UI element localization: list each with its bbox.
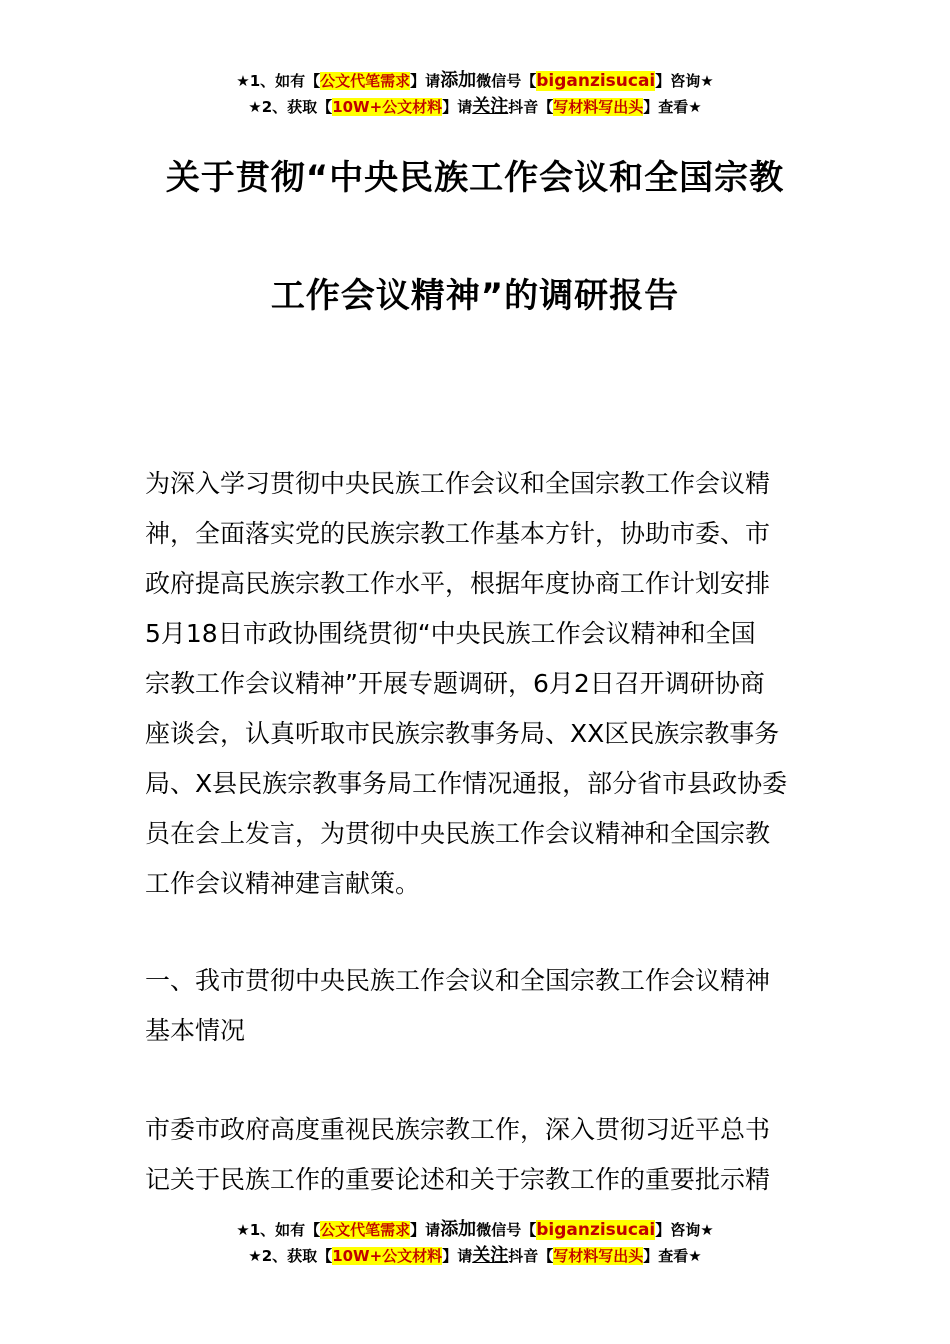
text-line: 宗教工作会议精神”开展专题调研，6月2日召开调研协商 bbox=[145, 669, 765, 698]
banner-text: 】咨询★ bbox=[655, 72, 714, 90]
banner-text: 微信号【 bbox=[476, 1221, 537, 1239]
text-line: 座谈会，认真听取市民族宗教事务局、XX区民族宗教事务 bbox=[145, 719, 780, 748]
banner-text: ★2、获取【 bbox=[248, 98, 333, 116]
paragraph-section-1 bbox=[145, 1105, 810, 1205]
text-line: 神，全面落实党的民族宗教工作基本方针，协助市委、市 bbox=[145, 519, 771, 548]
banner-line-1 bbox=[0, 1217, 950, 1243]
banner-wechat-id: biganzisucai bbox=[536, 1220, 656, 1240]
banner-text: 抖音【 bbox=[508, 98, 554, 116]
banner-highlight: 10W+公文材料 bbox=[332, 98, 443, 116]
section-heading-1 bbox=[145, 956, 810, 1056]
banner-text: 】查看★ bbox=[643, 98, 702, 116]
banner-wechat-id: biganzisucai bbox=[536, 71, 656, 91]
banner-highlight: 写材料写出头 bbox=[553, 98, 644, 116]
banner-highlight: 公文代笔需求 bbox=[320, 1221, 411, 1239]
text-line: 基本情况 bbox=[145, 1016, 246, 1045]
document-title-line-2: 工作会议精神”的调研报告 bbox=[270, 276, 680, 316]
text-line: 工作会议精神建言献策。 bbox=[145, 869, 421, 898]
document-title-line-1: 关于贯彻“中央民族工作会议和全国宗教 bbox=[165, 158, 785, 198]
banner-text: 关注 bbox=[472, 1245, 509, 1266]
banner-highlight: 写材料写出头 bbox=[553, 1247, 644, 1265]
text-line: 一、我市贯彻中央民族工作会议和全国宗教工作会议精神 bbox=[145, 966, 771, 995]
banner-text: ★1、如有【 bbox=[236, 72, 321, 90]
banner-text: 微信号【 bbox=[476, 72, 537, 90]
banner-text: ★1、如有【 bbox=[236, 1221, 321, 1239]
banner-line-2 bbox=[0, 94, 950, 120]
banner-text: ★2、获取【 bbox=[248, 1247, 333, 1265]
banner-text: 】请 bbox=[442, 1247, 473, 1265]
banner-highlight: 10W+公文材料 bbox=[332, 1247, 443, 1265]
text-line: 记关于民族工作的重要论述和关于宗教工作的重要批示精 bbox=[145, 1165, 771, 1194]
banner-text: 添加 bbox=[440, 70, 477, 91]
text-line: 局、X县民族宗教事务局工作情况通报，部分省市县政协委 bbox=[145, 769, 788, 798]
text-line: 市委市政府高度重视民族宗教工作，深入贯彻习近平总书 bbox=[145, 1115, 771, 1144]
paragraph-intro bbox=[145, 459, 810, 909]
banner-line-1 bbox=[0, 68, 950, 94]
text-line: 5月18日市政协围绕贯彻“中央民族工作会议精神和全国 bbox=[145, 619, 756, 648]
banner-text: 】咨询★ bbox=[655, 1221, 714, 1239]
banner-text: 抖音【 bbox=[508, 1247, 554, 1265]
banner-text: 添加 bbox=[440, 1219, 477, 1240]
banner-text: 】请 bbox=[410, 72, 441, 90]
header-banner bbox=[0, 68, 950, 120]
text-line: 政府提高民族宗教工作水平，根据年度协商工作计划安排 bbox=[145, 569, 771, 598]
banner-highlight: 公文代笔需求 bbox=[320, 72, 411, 90]
footer-banner bbox=[0, 1217, 950, 1269]
text-line: 为深入学习贯彻中央民族工作会议和全国宗教工作会议精 bbox=[145, 469, 771, 498]
banner-line-2 bbox=[0, 1243, 950, 1269]
banner-text: 】查看★ bbox=[643, 1247, 702, 1265]
text-line: 员在会上发言，为贯彻中央民族工作会议精神和全国宗教 bbox=[145, 819, 771, 848]
banner-text: 关注 bbox=[472, 96, 509, 117]
banner-text: 】请 bbox=[410, 1221, 441, 1239]
banner-text: 】请 bbox=[442, 98, 473, 116]
